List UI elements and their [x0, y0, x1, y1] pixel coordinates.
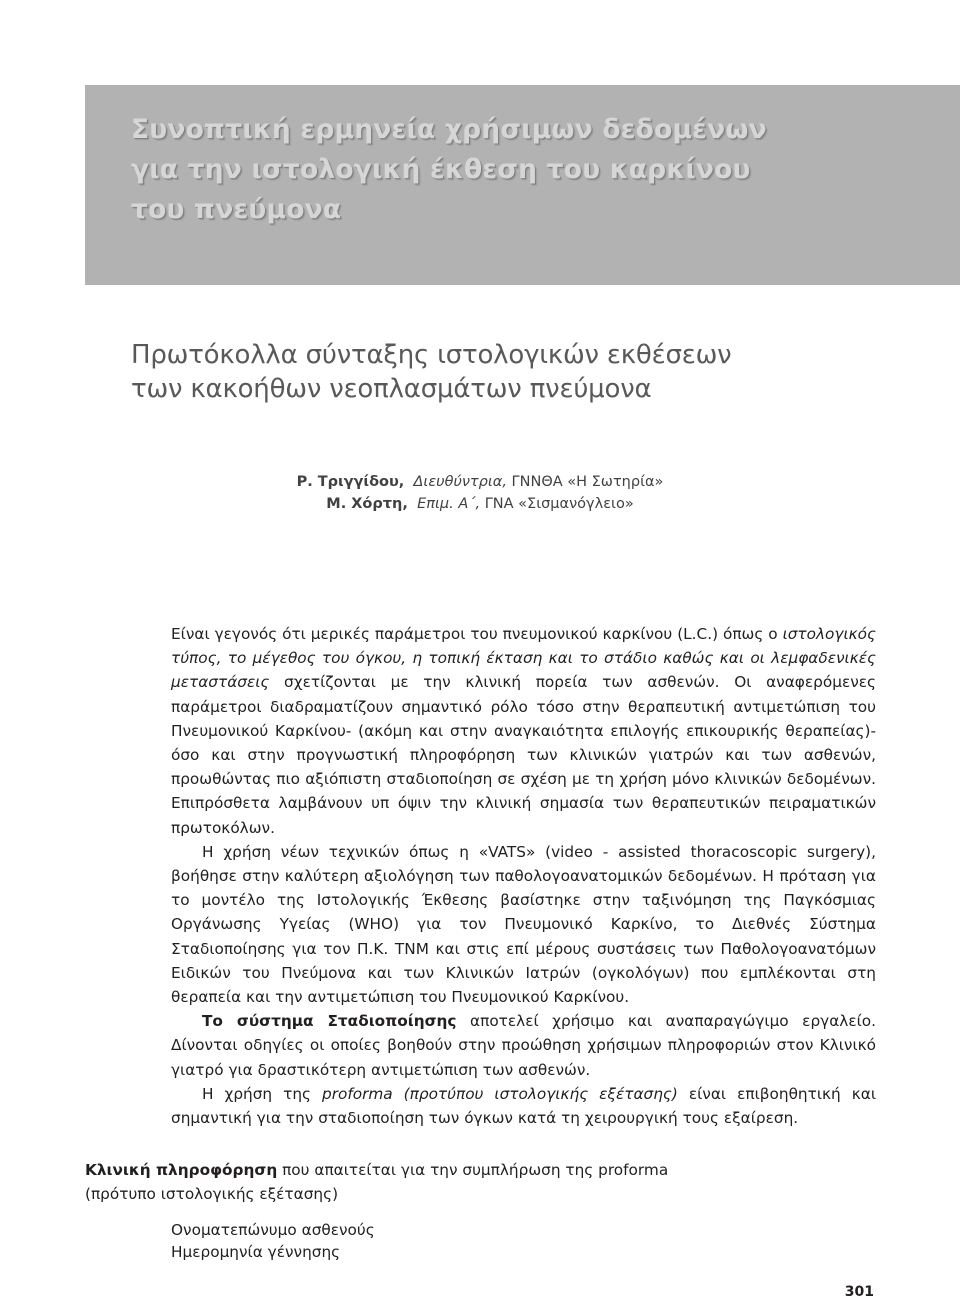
italic-run: ιστολογικός τύπος, το μέγεθος του όγκου, η τοπική έκταση και το στάδιο καθώς και οι λεμφαδενικές μεταστάσεις	[171, 625, 876, 692]
author-name: Μ. Χόρτη,	[326, 496, 408, 512]
title-line: του πνεύμονα	[131, 194, 342, 225]
author-line	[230, 496, 730, 512]
title-line: Συνοπτική ερμηνεία χρήσιμων δεδομένων	[131, 114, 767, 145]
text-run: αποτελεί χρήσιμο και αναπαραγώγιμο εργαλείο. Δίνονται οδηγίες οι οποίες βοηθούν στην προώθηση χρήσιμων πληροφοριών στον Κλινικό γιατρό για δραστικότερη αντιμετώπιση των ασθενών.	[171, 1012, 877, 1079]
page-number: 301	[844, 1284, 874, 1300]
clinical-info-heading	[85, 1158, 885, 1206]
clinical-info-text: που απαιτείται για την συμπλήρωση της proforma	[277, 1161, 669, 1179]
patient-fields	[171, 1219, 671, 1263]
author-role: Επιμ. Α΄,	[417, 496, 481, 512]
author-role: Διευθύντρια,	[413, 474, 507, 490]
text-run: Είναι γεγονός ότι μερικές παράμετροι του πνευμονικού καρκίνου (L.C.) όπως ο	[171, 625, 783, 643]
text-run: σχετίζονται με την κλινική πορεία των ασθενών. Οι αναφερόμενες παράμετροι διαδραματίζουν σημαντικό ρόλο τόσο στην θεραπευτική αντιμετώπιση του Πνευμονικού Καρκίνου- (ακόμη και στην αναγκαιότητα επιλογής επικουρικής θεραπείας)- όσο και στην προγνωστική πληροφόρηση των κλινικών γιατρών και των ασθενών, προωθώντας πιο αξιόπιστη σταδιοποίηση σε σχέση με τη χρήση μόνο κλινικών δεδομένων. Επιπρόσθετα λαμβάνουν υπ όψιν την κλινική σημασία των θεραπευτικών πειραματικών πρωτοκόλων.	[171, 673, 876, 837]
paragraph-staging	[171, 1009, 876, 1082]
italic-run: proforma (προτύπου ιστολογικής εξέτασης)	[322, 1084, 678, 1103]
field-birth-date: Ημερομηνία γέννησης	[171, 1243, 341, 1261]
document-title	[131, 110, 931, 230]
clinical-info-label: Κλινική πληροφόρηση	[85, 1161, 278, 1179]
author-line	[230, 474, 730, 490]
bold-run: Το σύστημα Σταδιοποίησης	[202, 1012, 457, 1031]
author-affiliation: ΓΝΑ «Σισμανόγλειο»	[484, 496, 634, 512]
title-line: για την ιστολογική έκθεση του καρκίνου	[131, 154, 751, 185]
clinical-info-text: (πρότυπο ιστολογικής εξέτασης)	[85, 1185, 339, 1203]
paragraph-vats: Η χρήση νέων τεχνικών όπως η «VATS» (video - assisted thoracoscopic surgery), βοήθησε στην καλύτερη αξιολόγηση των παθολογοανατομικών δεδομένων. Η πρόταση για το μοντέλο της Ιστολογικής Έκθεσης βασίστηκε στην ταξινόμηση της Παγκόσμιας Οργάνωσης Υγείας (WHO) για τον Πνευμονικό Καρκίνο, το Διεθνές Σύστημα Σταδιοποίησης για τον Π.Κ. ΤΝΜ και στις επί μέρους συστάσεις των Παθολογοανατόμων Ειδικών του Πνεύμονα και των Κλινικών Ιατρών (ογκολόγων) που εμπλέκονται στη θεραπεία και την αντιμετώπιση του Πνευμονικού Καρκίνου.	[171, 842, 876, 1007]
body-text	[171, 622, 876, 1130]
text-run: είναι επιβοηθητική και σημαντική για την σταδιοποίηση των όγκων κατά τη χειρουργική τους εξαίρεση.	[171, 1084, 876, 1128]
paragraph-proforma	[171, 1082, 876, 1130]
field-patient-name: Ονοματεπώνυμο ασθενούς	[171, 1221, 375, 1239]
subtitle-line: Πρωτόκολλα σύνταξης ιστολογικών εκθέσεων	[131, 340, 732, 370]
paragraph-intro	[171, 622, 876, 840]
document-subtitle	[131, 338, 931, 406]
author-affiliation: ΓΝΝΘΑ «Η Σωτηρία»	[511, 474, 664, 490]
author-name: Ρ. Τριγγίδου,	[296, 474, 405, 490]
subtitle-line: των κακοήθων νεοπλασμάτων πνεύμονα	[131, 374, 652, 404]
text-run: Η χρήση της	[202, 1084, 323, 1103]
